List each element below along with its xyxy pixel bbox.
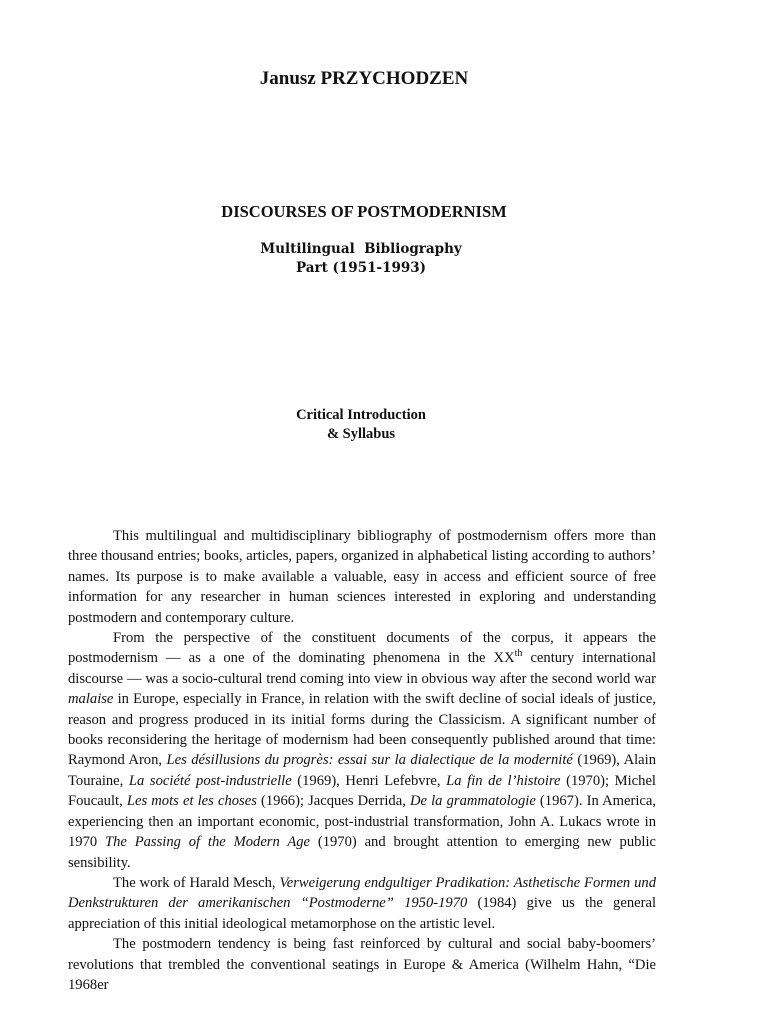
section-heading [0,406,722,444]
section-heading-line-2: & Syllabus [326,426,396,442]
p2-italic-1: malaise [68,691,114,708]
p2-text-9: (1970) and brought attention to emerging new public sensibility. [68,834,656,871]
p2-text-1: From the perspective of the constituent documents of the corpus, it appears the postmodernism — as a one of the dominating phenomena in the XX [68,630,656,667]
p3-text-2: (1984) give us the general appreciation of this initial ideological metamorphose on the artistic level. [68,895,656,932]
section-heading-line-1: Critical Introduction [296,407,426,423]
p2-superscript: th [514,648,523,660]
p2-italic-6: De la grammatologie [409,793,536,810]
p2-text-6: (1970); Michel Foucault, [68,772,656,810]
p2-text-3: in Europe, especially in France, in relation with the swift decline of social ideals of justice, reason and progress produced in its initial forms during the Classicism. A significant number of books reconsidering the heritage of modernism had been consequently published around that time: Raymond Aron, [68,691,656,769]
author-name: Janusz PRZYCHODZEN [259,68,469,89]
document-title: DISCOURSES OF POSTMODERNISM [221,202,507,221]
p2-italic-4: La fin de l’histoire [446,772,561,789]
p2-text-5: (1969), Henri Lefebvre, [291,772,447,789]
p2-italic-5: Les mots et les choses [126,793,257,810]
p3-italic-1: Verweigerung endgultiger Pradikation: Asthetische Formen und Denkstrukturen der amerikanischen “Postmoderne” 1950-1970 [68,874,656,912]
p2-italic-3: La société post-industrielle [128,772,292,789]
p2-text-2: century international discourse — was a socio-cultural trend coming into view in obvious way after the second world war [68,650,656,687]
subtitle-line-1: Multilingual Bibliography [260,241,462,257]
p2-text-4: (1969), Alain Touraine, [68,752,656,789]
body-text [68,526,656,995]
p2-text-7: (1966); Jacques Derrida, [256,793,410,810]
p2-italic-7: The Passing of the Modern Age [105,834,311,851]
p2-text-8: (1967). In America, experiencing then an important economic, post-industrial transformation, John A. Lukacs wrote in 1970 [68,793,656,851]
subtitle-line-2: Part (1951-1993) [295,260,427,276]
paragraph-4: The postmodern tendency is being fast reinforced by cultural and social baby-boomers’ revolutions that trembled the conventional seatings in Europe & America (Wilhelm Hahn, “Die 1968er [68,936,656,993]
p2-italic-2: Les désillusions du progrès: essai sur la dialectique de la modernité [166,752,573,769]
p3-text-1: The work of Harald Mesch, [113,874,280,891]
paragraph-3 [68,873,656,934]
paragraph-1: This multilingual and multidisciplinary bibliography of postmodernism offers more than three thousand entries; books, articles, papers, organized in alphabetical listing according to authors’ names. Its purpose is to make available a valuable, easy in access and efficient source of free information for any researcher in human sciences interested in exploring and understanding postmodern and contemporary culture. [68,528,656,626]
document-subtitle [0,240,722,278]
paragraph-2 [68,628,656,873]
